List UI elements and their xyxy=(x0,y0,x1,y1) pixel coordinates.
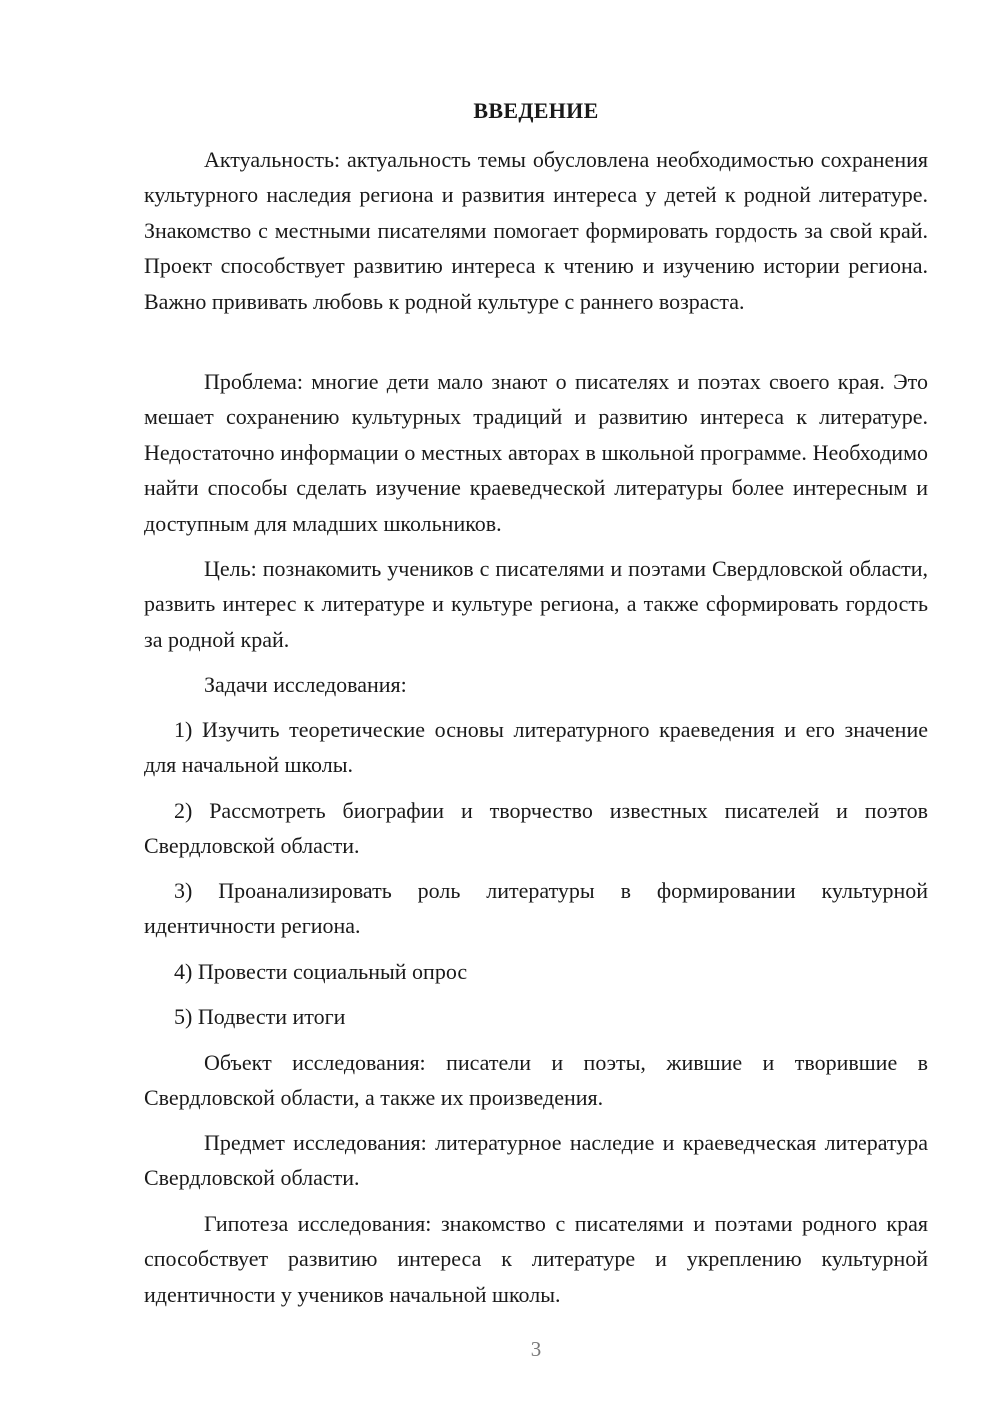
relevance-paragraph: Актуальность: актуальность темы обусловлена необходимостью сохранения культурного наследия региона и развития интереса у детей к родной литературе. Знакомство с местными писателями помогает формировать гордость за свой край. Проект способствует развитию интереса к чтению и изучению истории региона. Важно прививать любовь к родной культуре с раннего возраста. xyxy=(144,147,928,314)
task-item-5: 5) Подвести итоги xyxy=(174,1004,346,1029)
hypothesis-paragraph: Гипотеза исследования: знакомство с писателями и поэтами родного края способствует развитию интереса к литературе и укреплению культурной идентичности у учеников начальной школы. xyxy=(144,1211,928,1307)
task-item-3: 3) Проанализировать роль литературы в формировании культурной идентичности региона. xyxy=(144,878,928,939)
task-item-4: 4) Провести социальный опрос xyxy=(174,959,468,984)
subject-paragraph: Предмет исследования: литературное наследие и краеведческая литература Свердловской области. xyxy=(144,1130,928,1191)
problem-paragraph: Проблема: многие дети мало знают о писателях и поэтах своего края. Это мешает сохранению культурных традиций и развитию интереса к литературе. Недостаточно информации о местных авторах в школьной программе. Необходимо найти способы сделать изучение краеведческой литературы более интересным и доступным для младших школьников. xyxy=(144,369,928,536)
goal-paragraph: Цель: познакомить учеников с писателями и поэтами Свердловской области, развить интерес к литературе и культуре региона, а также сформировать гордость за родной край. xyxy=(144,556,928,652)
page-title: ВВЕДЕНИЕ xyxy=(473,98,599,123)
page-number: 3 xyxy=(530,1337,542,1361)
task-item-1: 1) Изучить теоретические основы литературного краеведения и его значение для начальной школы. xyxy=(144,717,928,778)
object-paragraph: Объект исследования: писатели и поэты, жившие и творившие в Свердловской области, а также их произведения. xyxy=(144,1050,928,1111)
task-item-2: 2) Рассмотреть биографии и творчество известных писателей и поэтов Свердловской области. xyxy=(144,798,928,859)
tasks-heading: Задачи исследования: xyxy=(204,672,407,697)
